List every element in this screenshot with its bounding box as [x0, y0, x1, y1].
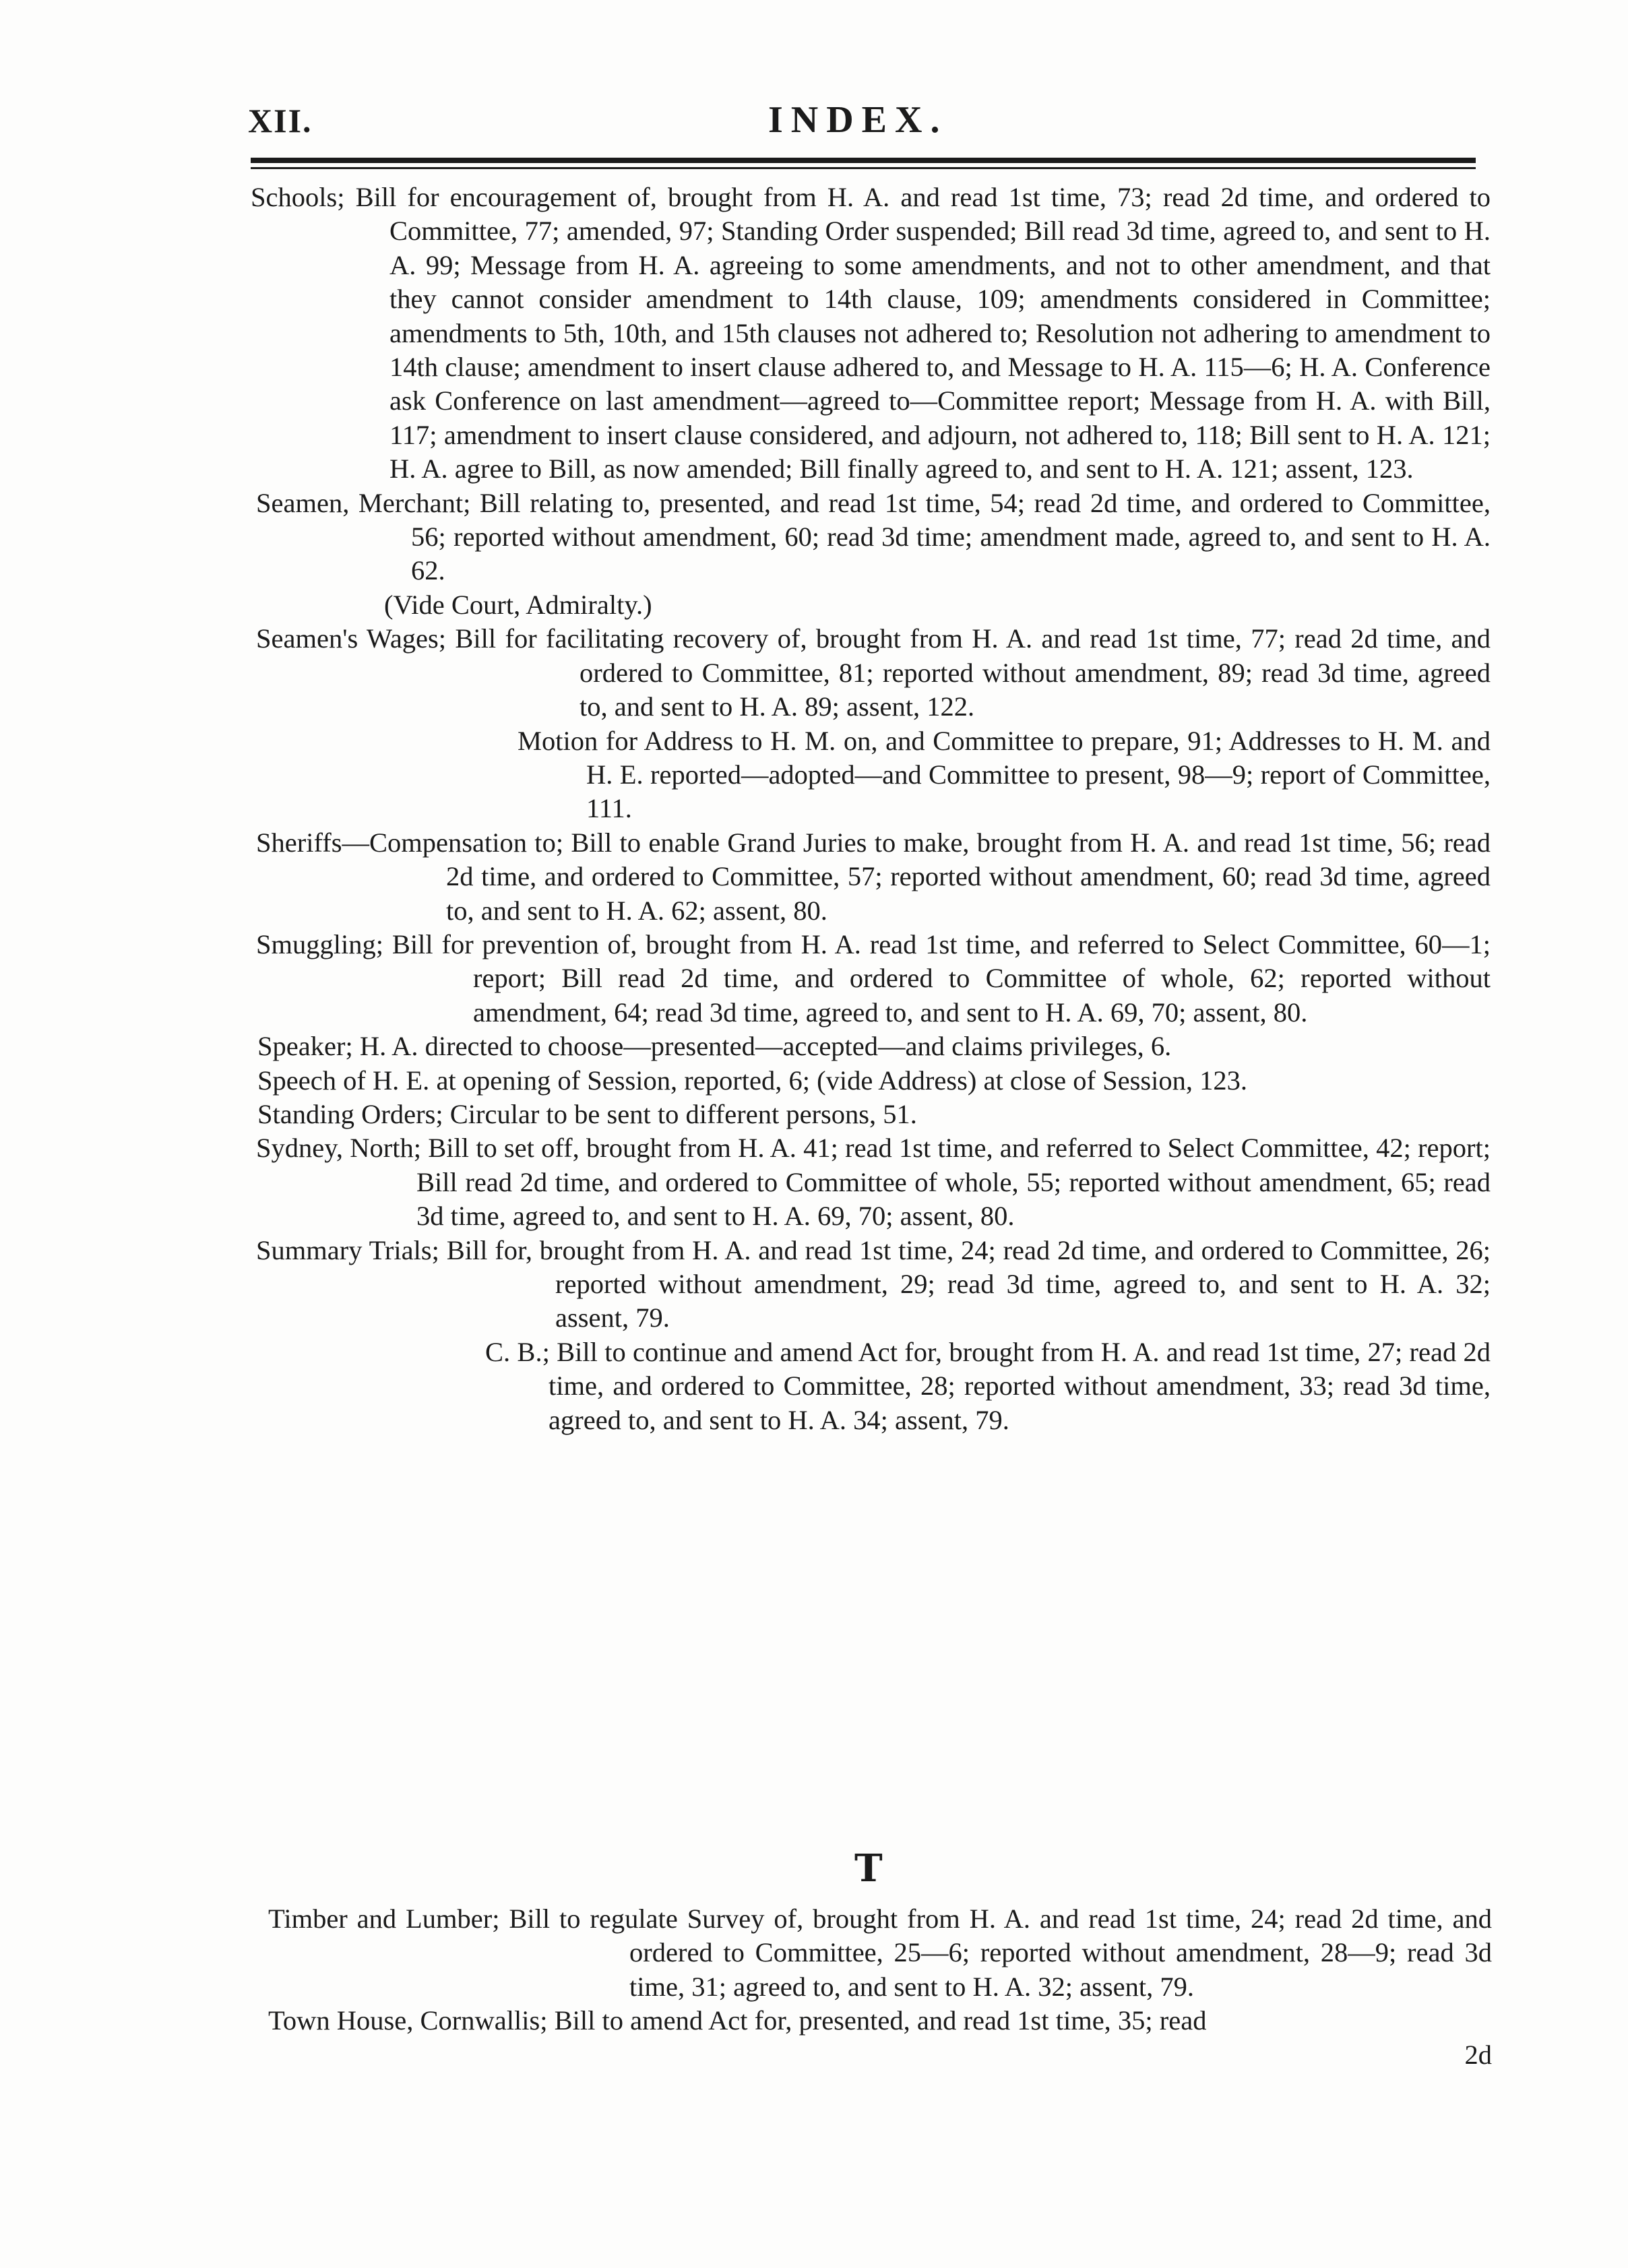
- entry-text: at opening of Session, reported, 6; (vide Address) at close of Session, 123.: [436, 1065, 1247, 1096]
- entry-heading: Town House, Cornwallis;: [268, 2005, 548, 2036]
- entry-heading: Speech of H. E.: [257, 1065, 430, 1096]
- index-entry-summary-trials: [251, 1234, 1491, 1335]
- entry-text: Bill to regulate Survey of, brought from H. A. and read 1st time, 24; read 2d time, and ordered to Committee, 25—6; reported without amendment, 28—9; read 3d time, 31; agreed to, and sent to H. A. 32; assent, 79.: [509, 1903, 1493, 2002]
- index-entry-sheriffs: [251, 826, 1491, 928]
- entry-text: Bill for facilitating recovery of, brought from H. A. and read 1st time, 77; read 2d time, and ordered to Committee, 81; reported without amendment, 89; read 3d time, agreed to, and sent to H. A. 89; assent, 122.: [455, 623, 1491, 722]
- index-entry-seamens-wages: [251, 622, 1491, 724]
- page-title: INDEX.: [768, 99, 948, 141]
- index-entries-t: [268, 1902, 1492, 2072]
- entry-heading: Schools;: [251, 182, 345, 212]
- entry-heading: Smuggling;: [256, 928, 384, 959]
- entry-text: Bill for, brought from H. A. and read 1st time, 24; read 2d time, and ordered to Committee, 26; reported without amendment, 29; read 3d time, agreed to, and sent to H. A. 32; assent, 79.: [446, 1234, 1491, 1333]
- entry-text: Bill relating to, presented, and read 1st time, 54; read 2d time, and ordered to Committee, 56; reported without amendment, 60; read 3d time; amendment made, agreed to, and sent to H. A. 62.: [411, 487, 1491, 586]
- index-entry-standing-orders: [251, 1098, 1491, 1131]
- catchword: 2d: [1464, 2039, 1492, 2070]
- entry-heading: Sheriffs—Compensation to;: [256, 827, 564, 858]
- index-entry-timber-lumber: [268, 1902, 1492, 2004]
- index-entry-speech: [251, 1064, 1491, 1098]
- entry-subentry: C. B.; Bill to continue and amend Act for, brought from H. A. and read 1st time, 27; read 2d time, and ordered to Committee, 28; reported without amendment, 33; read 3d time, agreed to, and sent to H. A. 34; assent, 79.: [485, 1336, 1491, 1435]
- entry-heading: Seamen, Merchant;: [256, 487, 471, 518]
- section-letter: T: [854, 1846, 883, 1891]
- entry-heading: Timber and Lumber;: [268, 1903, 500, 1934]
- index-entry-town-house: [268, 2004, 1492, 2072]
- entry-text: Bill to enable Grand Juries to make, brought from H. A. and read 1st time, 56; read 2d time, and ordered to Committee, 57; reported without amendment, 60; read 3d time, agreed to, and sent to H. A. 62; assent, 80.: [446, 827, 1491, 926]
- entry-heading: Summary Trials;: [256, 1234, 439, 1265]
- page-number: XII.: [248, 102, 313, 139]
- entry-heading: Sydney, North;: [256, 1133, 421, 1164]
- entry-text: Bill for prevention of, brought from H. A. read 1st time, and referred to Select Committee, 60—1; report; Bill read 2d time, and ordered to Committee of whole, 62; reported without amendment, 64; read 3d time, agreed to, and sent to H. A. 69, 70; assent, 80.: [392, 928, 1491, 1028]
- entry-subentry: Motion for Address to H. M. on, and Committee to prepare, 91; Addresses to H. M. and H. E. reported—adopted—and Committee to present, 98—9; report of Committee, 111.: [518, 725, 1491, 824]
- entry-text: Bill to amend Act for, presented, and read 1st time, 35; read: [554, 2005, 1207, 2036]
- index-entry-smuggling: [251, 928, 1491, 1030]
- header-rule-thick: [251, 158, 1476, 163]
- entry-text: Circular to be sent to different persons, 51.: [449, 1098, 917, 1129]
- header-rule-thin: [251, 167, 1476, 169]
- entry-text: Bill to set off, brought from H. A. 41; read 1st time, and referred to Select Committee, 42; report; Bill read 2d time, and ordered to Committee of whole, 55; reported without amendment, 65; read 3d time, agreed to, and sent to H. A. 69, 70; assent, 80.: [416, 1133, 1491, 1232]
- index-entry-sydney-north: [251, 1131, 1491, 1233]
- entry-heading: Speaker;: [257, 1031, 353, 1062]
- index-entry-seamen-merchant: [251, 486, 1491, 588]
- entry-heading: Seamen's Wages;: [256, 623, 447, 654]
- index-entry-schools: [251, 181, 1491, 486]
- index-entry-speaker: [251, 1030, 1491, 1063]
- entry-cross-reference: (Vide Court, Admiralty.): [384, 589, 652, 620]
- index-entries-s: [251, 181, 1491, 1437]
- entry-heading: Standing Orders;: [257, 1098, 443, 1129]
- entry-text: Bill for encouragement of, brought from H. A. and read 1st time, 73; read 2d time, and ordered to Committee, 77; amended, 97; Standing Order suspended; Bill read 3d time, agreed to, and sent to H. A. 99; Message from H. A. agreeing to some amendments, and not to other amendment, and that they cannot consider amendment to 14th clause, 109; amendments considered in Committee; amendments to 5th, 10th, and 15th clauses not adhered to; Resolution not adhering to amendment to 14th clause; amendment to insert clause adhered to, and Message to H. A. 115—6; H. A. Conference ask Conference on last amendment—agreed to—Committee report; Message from H. A. with Bill, 117; amendment to insert clause considered, and adjourn, not adhered to, 118; Bill sent to H. A. 121; H. A. agree to Bill, as now amended; Bill finally agreed to, and sent to H. A. 121; assent, 123.: [355, 182, 1491, 484]
- entry-text: H. A. directed to choose—presented—accepted—and claims privileges, 6.: [359, 1031, 1172, 1062]
